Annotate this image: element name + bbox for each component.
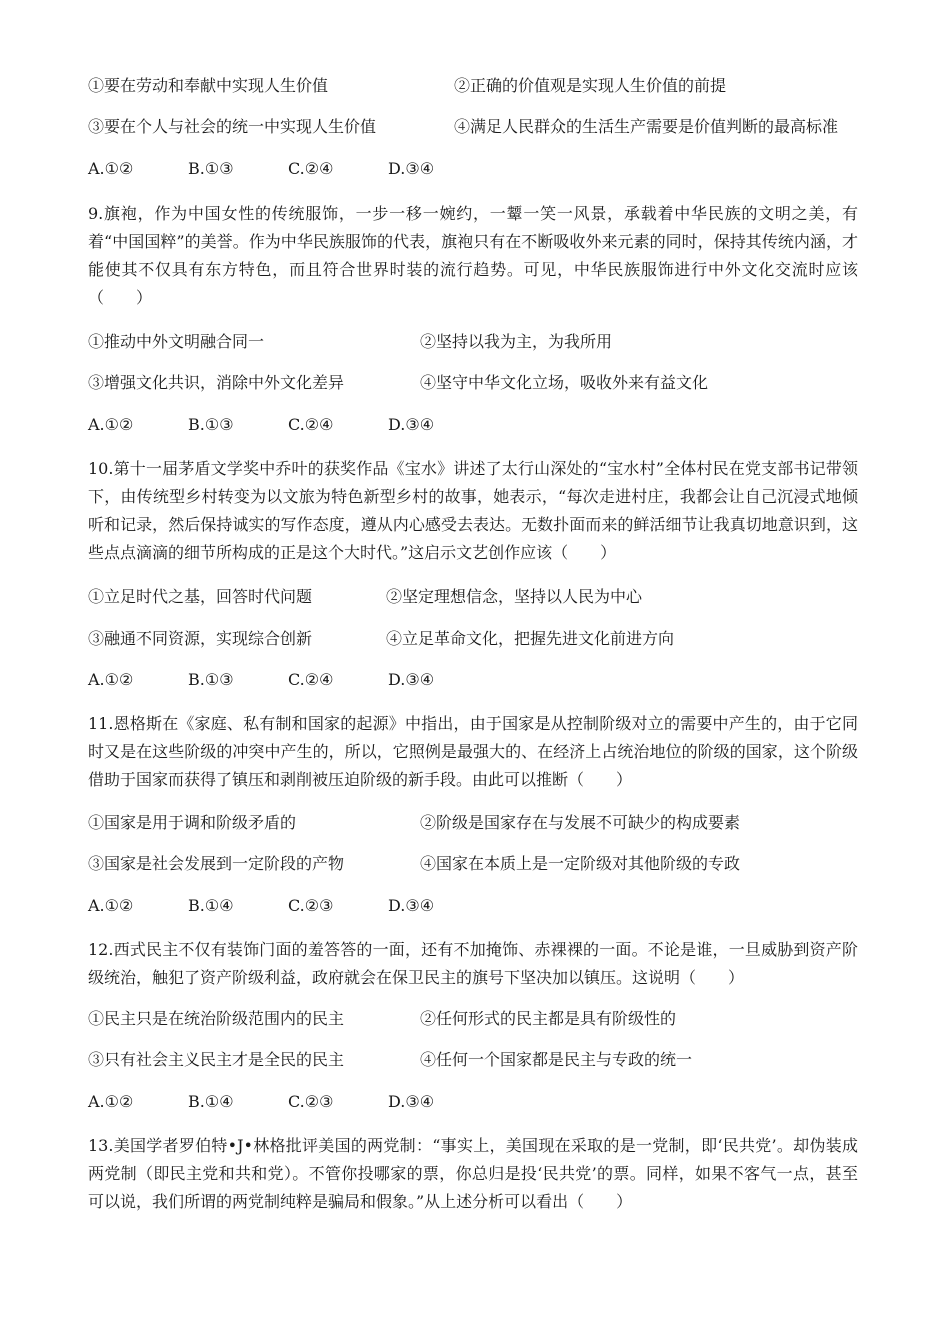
q10-option-1: ①立足时代之基，回答时代问题: [88, 587, 313, 606]
q9-answer-c: C.②④: [288, 415, 334, 434]
q10-answer-a: A.①②: [88, 670, 134, 689]
q12-answer-c: C.②③: [288, 1092, 334, 1111]
q12-option-3: ③只有社会主义民主才是全民的民主: [88, 1050, 345, 1069]
q11-option-3: ③国家是社会发展到一定阶段的产物: [88, 854, 345, 873]
q11-option-4: ④国家在本质上是一定阶级对其他阶级的专政: [420, 854, 741, 873]
q10-option-4: ④立足革命文化，把握先进文化前进方向: [386, 629, 675, 648]
q11-stem: 11.恩格斯在《家庭、私有制和国家的起源》中指出，由于国家是从控制阶级对立的需要中产生的，由于它同时又是在这些阶级的冲突中产生的，所以，它照例是最强大的、在经济上占统治地位的阶级的国家，这个阶级借助于国家而获得了镇压和剥削被压迫阶级的新手段。由此可以推断（ ）: [88, 714, 858, 789]
q11-answer-a: A.①②: [88, 896, 134, 915]
q12-answer-d: D.③④: [388, 1092, 435, 1111]
q8-answer-d: D.③④: [388, 159, 435, 178]
q9-answer-b: B.①③: [188, 415, 234, 434]
q8-answer-b: B.①③: [188, 159, 234, 178]
q8-answer-c: C.②④: [288, 159, 334, 178]
q12-option-4: ④任何一个国家都是民主与专政的统一: [420, 1050, 693, 1069]
q8-answer-a: A.①②: [88, 159, 134, 178]
q10-stem: 10.第十一届茅盾文学奖中乔叶的获奖作品《宝水》讲述了太行山深处的“宝水村”全体村民在党支部书记带领下，由传统型乡村转变为以文旅为特色新型乡村的故事，她表示，“每次走进村庄，我都会让自己沉浸式地倾听和记录，然后保持诚实的写作态度，遵从内心感受去表达。无数扑面而来的鲜活细节让我真切地意识到，这些点点滴滴的细节所构成的正是这个大时代。”这启示文艺创作应该（ ）: [88, 459, 858, 562]
q8-option-1: ①要在劳动和奉献中实现人生价值: [88, 76, 329, 95]
q11-answer-d: D.③④: [388, 896, 435, 915]
q12-answer-b: B.①④: [188, 1092, 234, 1111]
q9-option-1: ①推动中外文明融合同一: [88, 332, 265, 351]
q8-option-2: ②正确的价值观是实现人生价值的前提: [454, 76, 727, 95]
q10-answer-d: D.③④: [388, 670, 435, 689]
q11-option-1: ①国家是用于调和阶级矛盾的: [88, 813, 297, 832]
q9-option-3: ③增强文化共识，消除中外文化差异: [88, 373, 345, 392]
q11-answer-b: B.①④: [188, 896, 234, 915]
q8-option-3: ③要在个人与社会的统一中实现人生价值: [88, 117, 377, 136]
q12-answer-a: A.①②: [88, 1092, 134, 1111]
q12-option-2: ②任何形式的民主都是具有阶级性的: [420, 1009, 677, 1028]
q10-option-2: ②坚定理想信念，坚持以人民为中心: [386, 587, 643, 606]
q10-answer-b: B.①③: [188, 670, 234, 689]
q9-stem: 9.旗袍，作为中国女性的传统服饰，一步一移一婉约，一颦一笑一风景，承载着中华民族的文明之美，有着“中国国粹”的美誉。作为中华民族服饰的代表，旗袍只有在不断吸收外来元素的同时，保持其传统内涵，才能使其不仅具有东方特色，而且符合世界时装的流行趋势。可见，中华民族服饰进行中外文化交流时应该（ ）: [88, 204, 858, 307]
q9-option-4: ④坚守中华文化立场，吸收外来有益文化: [420, 373, 709, 392]
q11-option-2: ②阶级是国家存在与发展不可缺少的构成要素: [420, 813, 741, 832]
q10-option-3: ③融通不同资源，实现综合创新: [88, 629, 313, 648]
q12-stem: 12.西式民主不仅有装饰门面的羞答答的一面，还有不加掩饰、赤裸裸的一面。不论是谁，一旦威胁到资产阶级统治，触犯了资产阶级利益，政府就会在保卫民主的旗号下坚决加以镇压。这说明（ ）: [88, 940, 858, 987]
q9-option-2: ②坚持以我为主，为我所用: [420, 332, 613, 351]
q9-answer-d: D.③④: [388, 415, 435, 434]
q12-option-1: ①民主只是在统治阶级范围内的民主: [88, 1009, 345, 1028]
q9-answer-a: A.①②: [88, 415, 134, 434]
q13-stem: 13.美国学者罗伯特•J•林格批评美国的两党制：“事实上，美国现在采取的是一党制，即‘民共党’。却伪装成两党制（即民主党和共和党）。不管你投哪家的票，你总归是投‘民共党’的票。同样，如果不客气一点，甚至可以说，我们所谓的两党制纯粹是骗局和假象。”从上述分析可以看出（ ）: [88, 1136, 858, 1211]
q8-option-4: ④满足人民群众的生活生产需要是价值判断的最高标准: [454, 117, 839, 136]
q11-answer-c: C.②③: [288, 896, 334, 915]
q10-answer-c: C.②④: [288, 670, 334, 689]
